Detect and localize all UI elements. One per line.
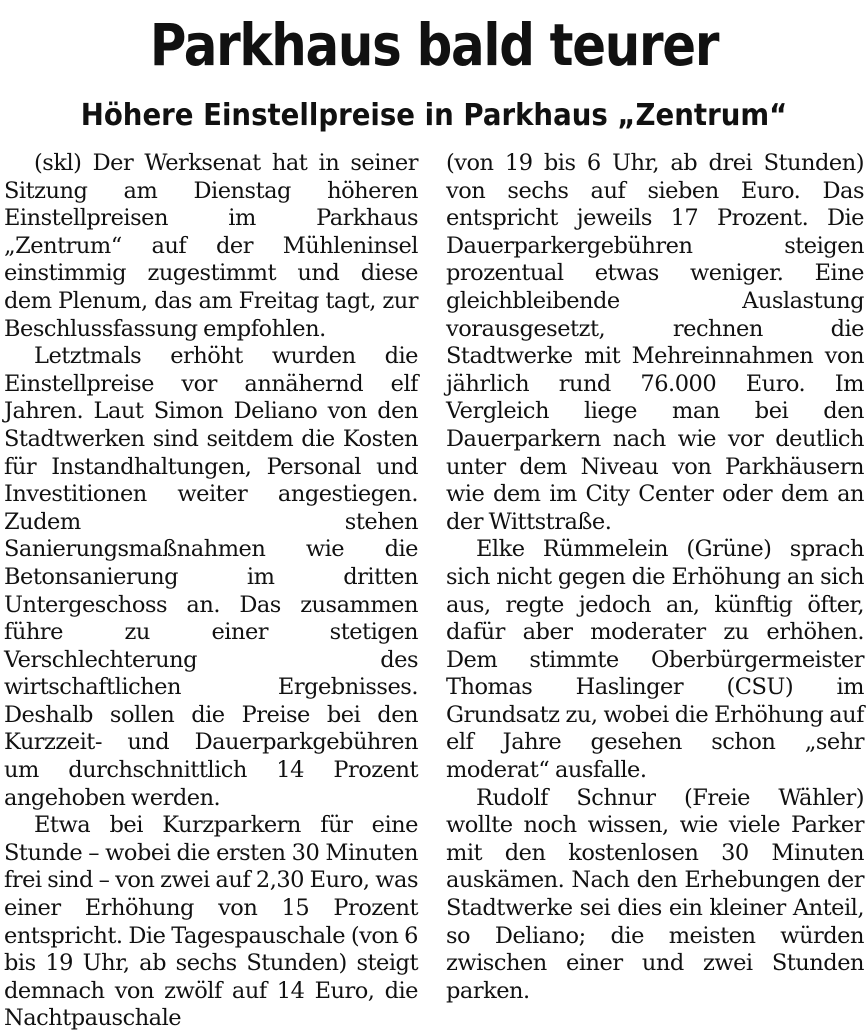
article-paragraph: Rudolf Schnur (Freie Wähler) wollte noch wissen, wie viele Parker mit den kostenlosen 30 Minuten auskämen. Nach den Erhebungen der Stadtwerke sei dies ein kleiner Anteil, so Deliano; die meisten würden zwischen einer und zwei Stunden parken. [446, 784, 864, 1004]
article-paragraph: Etwa bei Kurzparkern für eine Stunde – wobei die ersten 30 Minuten frei sind – von zwei auf 2,30 Euro, was einer Erhöhung von 15 Prozent entspricht. Die Tagespauschale (von 6 bis 19 Uhr, ab sechs Stunden) steigt demnach von zwölf auf 14 Euro, die Nachtpauschale [4, 812, 418, 1032]
article-paragraph: Elke Rümmelein (Grüne) sprach sich nicht gegen die Erhöhung an sich aus, regte jedoch an, künftig öfter, dafür aber moderater zu erhöhen. Dem stimmte Oberbürgermeister Thomas Haslinger (CSU) im Grundsatz zu, wobei die Erhöhung auf elf Jahre gesehen schon „sehr moderat“ ausfalle. [446, 536, 864, 784]
article-paragraph: Letztmals erhöht wurden die Einstellpreise vor annähernd elf Jahren. Laut Simon Deliano von den Stadtwerken sind seitdem die Kosten für Instandhaltungen, Personal und Investitionen weiter angestiegen. Zudem stehen Sanierungsmaßnahmen wie die Betonsanierung im dritten Untergeschoss an. Das zusammen führe zu einer stetigen Verschlechterung des wirtschaftlichen Ergebnisses. Deshalb sollen die Preise bei den Kurzzeit- und Dauerparkgebühren um durchschnittlich 14 Prozent angehoben werden. [4, 343, 418, 811]
article-subheadline: Höhere Einstellpreise in Parkhaus „Zentrum“ [80, 98, 788, 133]
article-headline: Parkhaus bald teurer [149, 11, 719, 79]
article-column-left [4, 150, 418, 1033]
article-paragraph: (von 19 bis 6 Uhr, ab drei Stunden) von sechs auf sieben Euro. Das entspricht jeweils 17 Prozent. Die Dauerparkergebühren steigen prozentual etwas weniger. Eine gleichbleibende Auslastung vorausgesetzt, rechnen die Stadtwerke mit Mehreinnahmen von jährlich rund 76.000 Euro. Im Vergleich liege man bei den Dauerparkern nach wie vor deutlich unter dem Niveau von Parkhäusern wie dem im City Center oder dem an der Wittstraße. [446, 150, 864, 535]
article-column-right [446, 150, 864, 1005]
article-paragraph: (skl) Der Werksenat hat in seiner Sitzung am Dienstag höheren Einstellpreisen im Parkhaus „Zentrum“ auf der Mühleninsel einstimmig zugestimmt und diese dem Plenum, das am Freitag tagt, zur Beschlussfassung empfohlen. [4, 150, 418, 342]
